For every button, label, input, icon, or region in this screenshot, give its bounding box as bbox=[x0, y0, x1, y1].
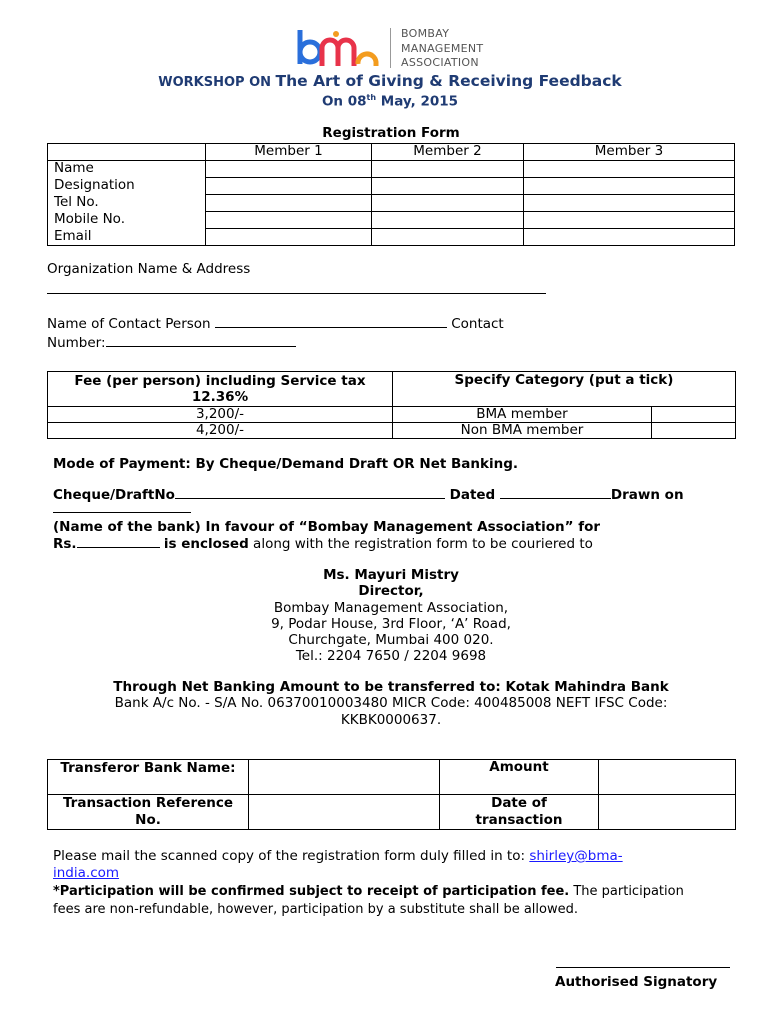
table-row bbox=[48, 372, 736, 407]
amount-field[interactable] bbox=[77, 547, 160, 548]
dated-label: Dated bbox=[449, 487, 496, 503]
net-banking-block bbox=[0, 679, 770, 728]
registration-table bbox=[47, 143, 735, 246]
address-line: 9, Podar House, 3rd Floor, ‘A’ Road, bbox=[271, 615, 511, 632]
cheque-label: Cheque/DraftNo bbox=[53, 487, 175, 503]
amount-label: Amount bbox=[440, 760, 599, 795]
workshop-prefix: WORKSHOP ON bbox=[158, 75, 276, 90]
cheque-number-field[interactable] bbox=[175, 498, 445, 499]
amount-input[interactable] bbox=[599, 760, 736, 795]
drawn-on-field[interactable] bbox=[53, 512, 191, 513]
date-pre: On 08 bbox=[321, 93, 367, 110]
tick-cell[interactable] bbox=[652, 407, 736, 423]
workshop-title bbox=[0, 72, 770, 90]
organization-field[interactable] bbox=[47, 293, 546, 294]
date-of-transaction-field[interactable] bbox=[599, 795, 736, 830]
logo-org-name bbox=[401, 27, 483, 71]
transferor-label: Transferor Bank Name: bbox=[48, 760, 249, 795]
input-cell[interactable] bbox=[524, 195, 735, 212]
header-cell: Member 1 bbox=[206, 144, 372, 161]
mail-instructions bbox=[53, 848, 713, 882]
input-cell[interactable] bbox=[524, 229, 735, 246]
table-row bbox=[48, 229, 735, 246]
input-cell[interactable] bbox=[372, 161, 524, 178]
participation-bold: *Participation will be confirmed subject to receipt of participation fee. bbox=[53, 884, 570, 899]
address-line: Churchgate, Mumbai 400 020. bbox=[288, 632, 494, 649]
table-row bbox=[48, 760, 736, 795]
cheque-line bbox=[53, 487, 684, 503]
net-banking-heading: Through Net Banking Amount to be transferred to: Kotak Mahindra Bank bbox=[113, 679, 669, 695]
tick-cell[interactable] bbox=[652, 423, 736, 439]
reference-label: Transaction Reference No. bbox=[48, 795, 249, 830]
rs-line bbox=[53, 536, 593, 552]
workshop-name: The Art of Giving & Receiving Feedback bbox=[275, 72, 622, 90]
input-cell[interactable] bbox=[206, 161, 372, 178]
contact-name-label: Name of Contact Person bbox=[47, 316, 211, 332]
transferor-field[interactable] bbox=[249, 760, 440, 795]
payment-mode: Mode of Payment: By Cheque/Demand Draft OR Net Banking. bbox=[53, 456, 519, 472]
row-label: Email bbox=[48, 229, 206, 246]
category-label: Non BMA member bbox=[393, 423, 652, 439]
table-row bbox=[48, 178, 735, 195]
ifsc-line: KKBK0000637. bbox=[340, 711, 442, 728]
contact-number-label-a: Contact bbox=[451, 316, 504, 332]
header-cell: Member 2 bbox=[372, 144, 524, 161]
address-block bbox=[0, 567, 770, 665]
fee-value: 4,200/- bbox=[48, 423, 393, 439]
participation-note bbox=[53, 883, 684, 919]
logo-line-2: MANAGEMENT bbox=[401, 41, 484, 55]
logo-divider bbox=[390, 28, 391, 68]
participation-rest: The participation bbox=[569, 884, 684, 899]
date-post: May, 2015 bbox=[376, 93, 459, 110]
input-cell[interactable] bbox=[372, 195, 524, 212]
authorised-signatory: Authorised Signatory bbox=[555, 974, 718, 990]
bank-name-text: (Name of the bank) In favour of “Bombay Management Association” for bbox=[53, 519, 601, 535]
contact-number-field[interactable] bbox=[106, 346, 296, 347]
table-row bbox=[48, 195, 735, 212]
row-label: Name bbox=[48, 161, 206, 178]
address-name: Ms. Mayuri Mistry bbox=[323, 567, 459, 583]
participation-line2: fees are non-refundable, however, participation by a substitute shall be allowed. bbox=[53, 902, 578, 917]
date-of-transaction-label: Date of transaction bbox=[440, 795, 599, 830]
input-cell[interactable] bbox=[206, 229, 372, 246]
organization-label: Organization Name & Address bbox=[47, 261, 251, 277]
enclosed-bold: is enclosed bbox=[163, 536, 249, 552]
logo-line-1: BOMBAY bbox=[401, 27, 450, 40]
transfer-table bbox=[47, 759, 736, 830]
row-label: Designation bbox=[48, 178, 206, 195]
input-cell[interactable] bbox=[372, 212, 524, 229]
input-cell[interactable] bbox=[206, 178, 372, 195]
signature-line bbox=[556, 967, 730, 968]
fee-table bbox=[47, 371, 736, 439]
logo-line-3: ASSOCIATION bbox=[401, 56, 479, 69]
category-header: Specify Category (put a tick) bbox=[393, 372, 736, 407]
table-row bbox=[48, 423, 736, 439]
registration-title: Registration Form bbox=[322, 125, 460, 141]
enclosed-rest: along with the registration form to be couriered to bbox=[248, 536, 593, 552]
mail-text: Please mail the scanned copy of the registration form duly filled in to: bbox=[53, 848, 530, 864]
drawn-on-label: Drawn on bbox=[610, 487, 684, 503]
table-row bbox=[48, 212, 735, 229]
email-link-continued[interactable]: india.com bbox=[53, 865, 120, 881]
contact-name-field[interactable] bbox=[215, 327, 447, 328]
date-sup: th bbox=[366, 93, 377, 102]
rs-label: Rs. bbox=[53, 536, 77, 552]
email-link[interactable]: shirley@bma- bbox=[529, 848, 623, 864]
bma-logo-mark bbox=[296, 26, 382, 70]
table-row bbox=[48, 795, 736, 830]
contact-number-line bbox=[47, 335, 296, 351]
table-row bbox=[48, 161, 735, 178]
input-cell[interactable] bbox=[524, 212, 735, 229]
input-cell[interactable] bbox=[524, 161, 735, 178]
row-label: Mobile No. bbox=[48, 212, 206, 229]
header-cell bbox=[48, 144, 206, 161]
contact-number-label-b: Number: bbox=[47, 335, 106, 351]
header-cell: Member 3 bbox=[524, 144, 735, 161]
date-field[interactable] bbox=[500, 498, 611, 499]
input-cell[interactable] bbox=[524, 178, 735, 195]
table-row bbox=[48, 144, 735, 161]
input-cell[interactable] bbox=[206, 212, 372, 229]
fee-value: 3,200/- bbox=[48, 407, 393, 423]
address-line: Tel.: 2204 7650 / 2204 9698 bbox=[295, 648, 487, 665]
address-line: Bombay Management Association, bbox=[273, 599, 509, 616]
input-cell[interactable] bbox=[372, 229, 524, 246]
address-role: Director, bbox=[358, 583, 424, 600]
input-cell[interactable] bbox=[372, 178, 524, 195]
category-label: BMA member bbox=[393, 407, 652, 423]
workshop-date bbox=[0, 93, 770, 110]
contact-line bbox=[47, 316, 504, 332]
input-cell[interactable] bbox=[206, 195, 372, 212]
row-label: Tel No. bbox=[48, 195, 206, 212]
bank-account-line: Bank A/c No. - S/A No. 06370010003480 MICR Code: 400485008 NEFT IFSC Code: bbox=[114, 695, 668, 712]
reference-field[interactable] bbox=[249, 795, 440, 830]
fee-header: Fee (per person) including Service tax 12.36% bbox=[48, 372, 393, 407]
table-row bbox=[48, 407, 736, 423]
